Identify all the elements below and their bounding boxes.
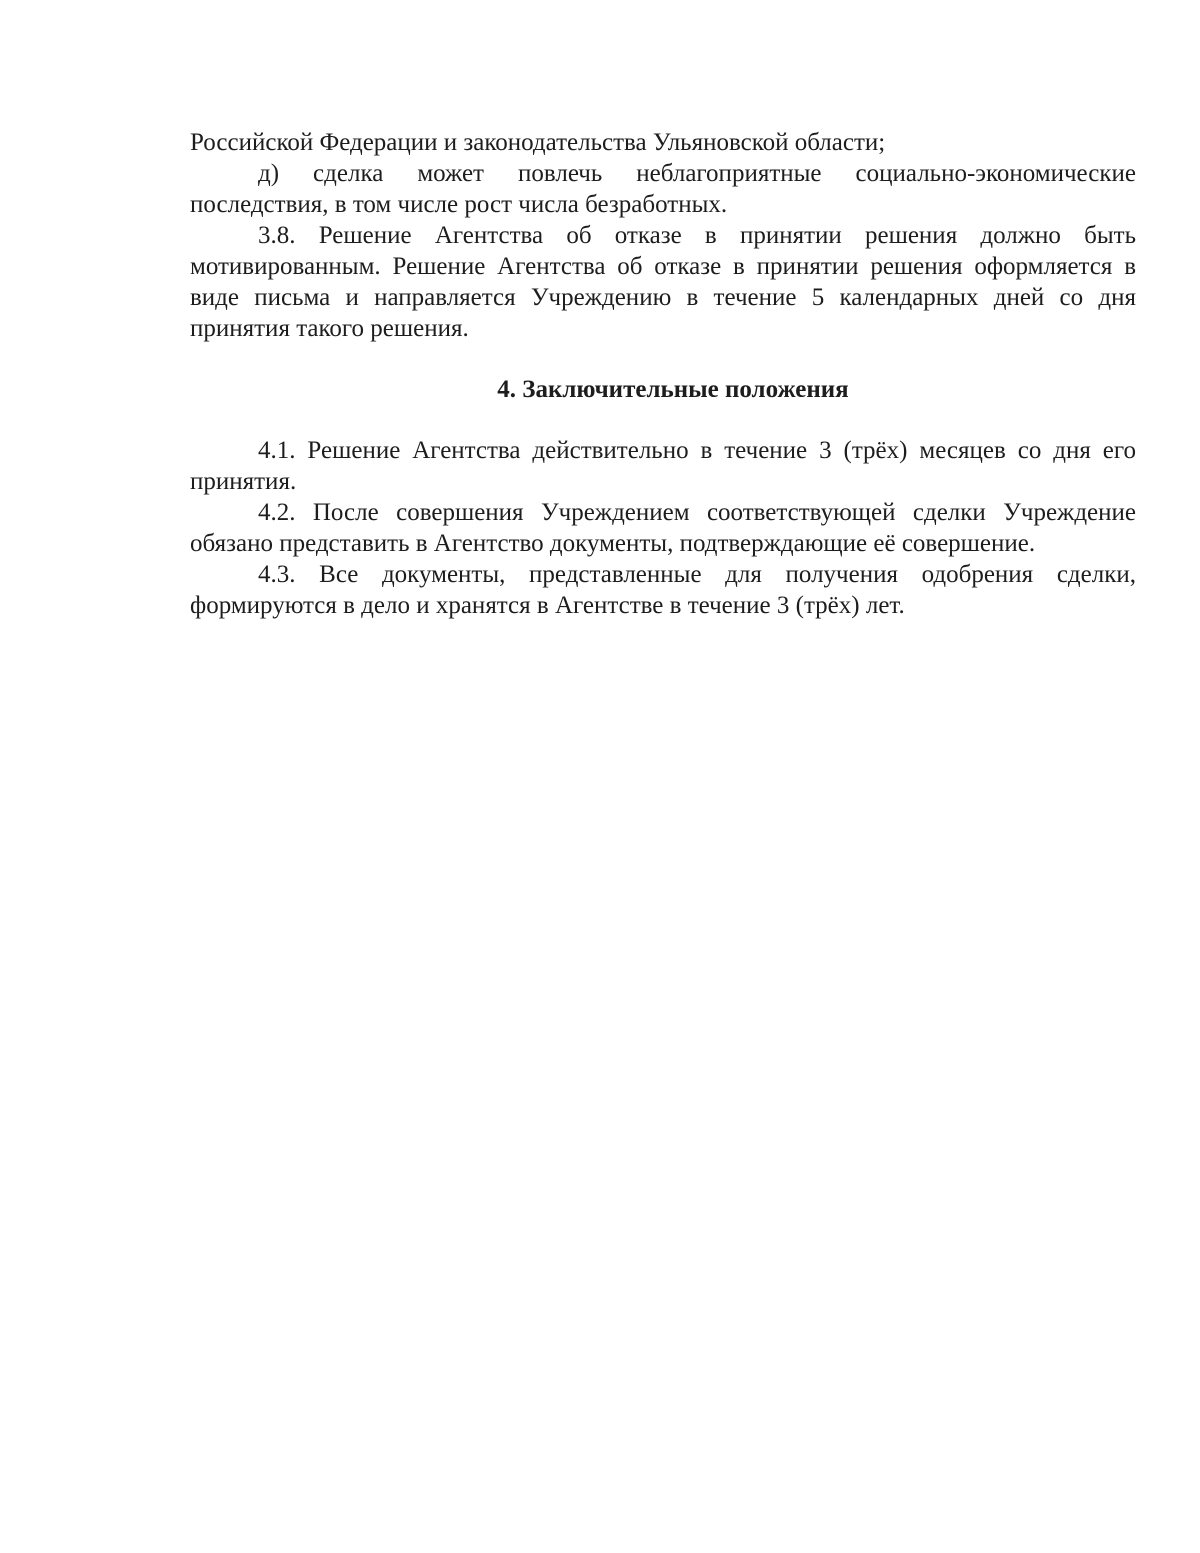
paragraph-4-3: 4.3. Все документы, представленные для получения одобрения сделки, формируются в дело и хранятся в Агентстве в течение 3 (трёх) лет. (190, 561, 1136, 619)
paragraph-continuation: Российской Федерации и законодательства Ульяновской области; (190, 129, 886, 156)
paragraph-4-2: 4.2. После совершения Учреждением соответствующей сделки Учреждение обязано представить в Агентство документы, подтверждающие её совершение. (190, 499, 1136, 557)
section-heading-block (190, 374, 1136, 405)
section-heading: 4. Заключительные положения (497, 376, 849, 403)
paragraph-4-1: 4.1. Решение Агентства действительно в течение 3 (трёх) месяцев со дня его принятия. (190, 437, 1136, 495)
bottom-text-block (190, 435, 1136, 621)
top-text-block (190, 127, 1136, 344)
paragraph-3-8: 3.8. Решение Агентства об отказе в принятии решения должно быть мотивированным. Решение Агентства об отказе в принятии решения оформляется в виде письма и направляется Учреждению в течение 5 календарных дней со дня принятия такого решения. (190, 222, 1136, 342)
paragraph-item-d: д) сделка может повлечь неблагоприятные социально-экономические последствия, в том числе рост числа безработных. (190, 160, 1136, 218)
